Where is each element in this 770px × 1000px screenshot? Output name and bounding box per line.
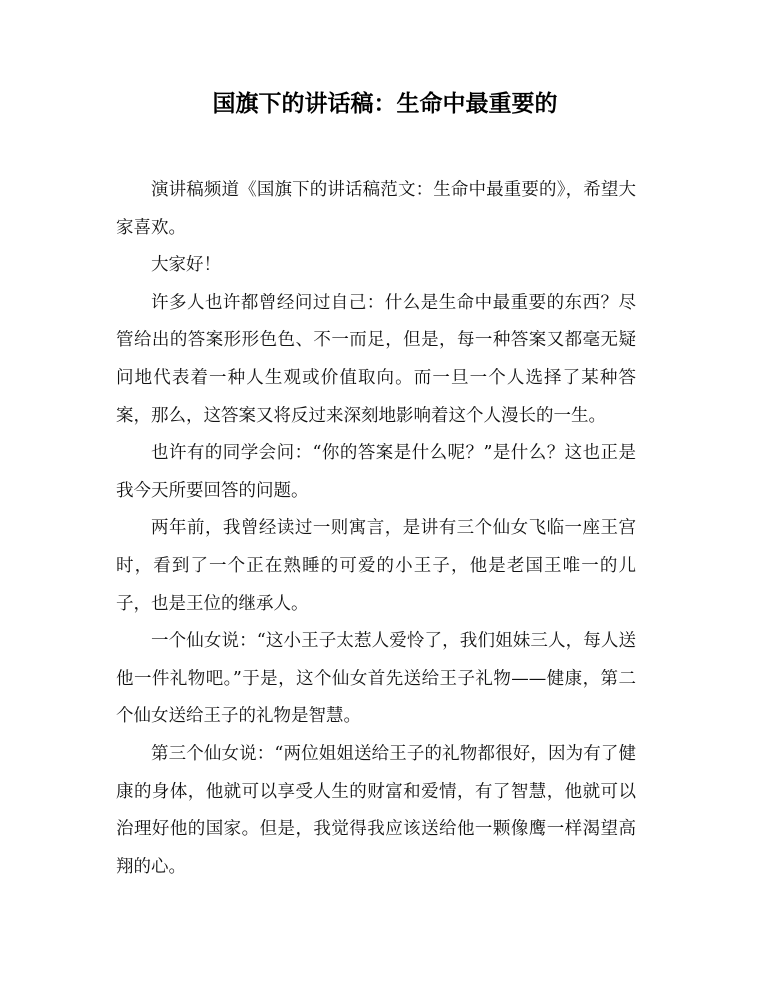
paragraph-intro: 演讲稿频道《国旗下的讲话稿范文：生命中最重要的》，希望大家喜欢。 [116, 180, 636, 238]
paragraph-question: 许多人也许都曾经问过自己：什么是生命中最重要的东西？尽管给出的答案形形色色、不一而足，但是，每一种答案又都毫无疑问地代表着一种人生观或价值取向。而一旦一个人选择了某种答案，那么，这答案又将反过来深刻地影响着这个人漫长的一生。 [116, 292, 636, 426]
paragraph-fable-intro: 两年前，我曾经读过一则寓言，是讲有三个仙女飞临一座王宫时，看到了一个正在熟睡的可爱的小王子，他是老国王唯一的儿子，也是王位的继承人。 [116, 518, 636, 614]
paragraph-third-fairy: 第三个仙女说：“两位姐姐送给王子的礼物都很好，因为有了健康的身体，他就可以享受人生的财富和爱情，有了智慧，他就可以治理好他的国家。但是，我觉得我应该送给他一颗像鹰一样渴望高翔的心。 [116, 743, 636, 877]
document-title: 国旗下的讲话稿：生命中最重要的 [212, 91, 558, 117]
document-body [116, 172, 636, 886]
paragraph-student-question: 也许有的同学会问：“你的答案是什么呢？”是什么？这也正是我今天所要回答的问题。 [116, 443, 636, 501]
paragraph-greeting: 大家好！ [151, 255, 221, 276]
paragraph-first-fairy: 一个仙女说：“这小王子太惹人爱怜了，我们姐妹三人，每人送他一件礼物吧。”于是，这个仙女首先送给王子礼物——健康，第二个仙女送给王子的礼物是智慧。 [116, 631, 636, 727]
